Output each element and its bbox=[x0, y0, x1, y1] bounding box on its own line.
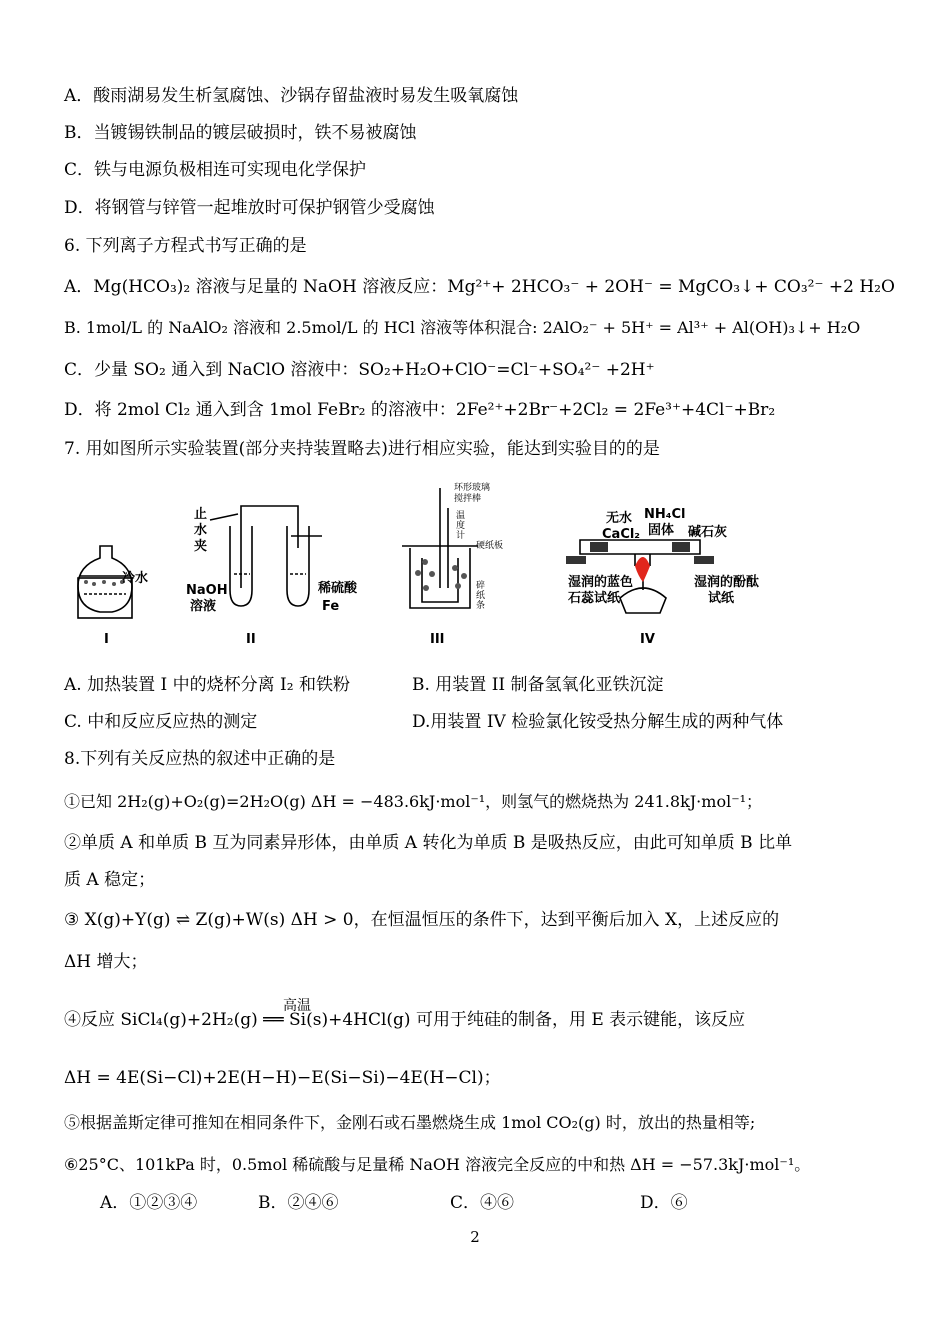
label-solid: 固体 bbox=[648, 523, 675, 538]
label-nh4cl: NH₄Cl bbox=[644, 507, 686, 522]
q8-item-2a: ②单质 A 和单质 B 互为同素异形体，由单质 A 转化为单质 B 是吸热反应，由此可知单质 B 比单 bbox=[64, 833, 793, 853]
label-blue-litmus-2: 石蕊试纸 bbox=[568, 591, 621, 606]
q7-option-b: B. 用装置 II 制备氢氧化亚铁沉淀 bbox=[412, 675, 664, 695]
label-cacl2: CaCl₂ bbox=[602, 527, 641, 542]
q7-option-d: D.用装置 IV 检验氯化铵受热分解生成的两种气体 bbox=[412, 712, 784, 732]
label-paper-2: 纸 bbox=[476, 591, 486, 601]
page-number: 2 bbox=[470, 1228, 480, 1246]
q8-option-a: A．①②③④ bbox=[100, 1193, 198, 1213]
label-cold-water: 冷水 bbox=[122, 571, 149, 586]
q7-option-a: A. 加热装置 I 中的烧杯分离 I₂ 和铁粉 bbox=[64, 675, 350, 695]
q5-option-a: A．酸雨湖易发生析氢腐蚀、沙锅存留盐液时易发生吸氧腐蚀 bbox=[64, 86, 519, 106]
label-solution: 溶液 bbox=[190, 599, 217, 614]
apparatus-II-number: II bbox=[246, 632, 256, 647]
apparatus-figure bbox=[60, 478, 820, 658]
q8-item-3b: ΔH 增大； bbox=[64, 952, 148, 972]
q8-option-d: D．⑥ bbox=[640, 1193, 688, 1213]
apparatus-IV-number: IV bbox=[640, 632, 655, 647]
label-clamp-3: 夹 bbox=[194, 539, 208, 554]
label-cardboard: 硬纸板 bbox=[476, 541, 504, 551]
q8-item-6: ⑥25°C、101kPa 时，0.5mol 稀硫酸与足量稀 NaOH 溶液完全反应的中和热 ΔH = −57.3kJ·mol⁻¹。 bbox=[64, 1155, 811, 1174]
label-anhydrous: 无水 bbox=[606, 511, 633, 526]
q7-stem: 7. 用如图所示实验装置(部分夹持装置略去)进行相应实验，能达到实验目的的是 bbox=[64, 439, 660, 459]
label-dilute-sulfuric: 稀硫酸 bbox=[318, 581, 358, 596]
apparatus-III-number: III bbox=[430, 632, 445, 647]
label-clamp-2: 水 bbox=[194, 523, 208, 538]
label-phenolphthalein-1: 湿润的酚酞 bbox=[694, 575, 760, 590]
q5-option-b: B．当镀锡铁制品的镀层破损时，铁不易被腐蚀 bbox=[64, 123, 417, 143]
label-stirrer-2: 搅拌棒 bbox=[454, 494, 482, 504]
q8-item-3a: ③ X(g)+Y(g) ⇌ Z(g)+W(s) ΔH > 0，在恒温恒压的条件下，达到平衡后加入 X，上述反应的 bbox=[64, 910, 780, 930]
q8-item-5: ⑤根据盖斯定律可推知在相同条件下，金刚石或石墨燃烧生成 1mol CO₂(g) 时，放出的热量相等; bbox=[64, 1113, 756, 1132]
q6-option-c: C．少量 SO₂ 通入到 NaClO 溶液中：SO₂+H₂O+ClO⁻=Cl⁻+SO₄²⁻ +2H⁺ bbox=[64, 360, 655, 380]
q8-option-b: B．②④⑥ bbox=[258, 1193, 339, 1213]
label-blue-litmus-1: 湿润的蓝色 bbox=[568, 575, 634, 590]
label-soda-lime: 碱石灰 bbox=[688, 525, 728, 540]
q8-condition-label: 高温 bbox=[283, 998, 311, 1014]
label-therm-3: 计 bbox=[456, 531, 466, 541]
q8-item-4b: ΔH = 4E(Si−Cl)+2E(H−H)−E(Si−Si)−4E(H−Cl)； bbox=[64, 1068, 501, 1088]
apparatus-I-number: I bbox=[104, 632, 109, 647]
q6-stem: 6. 下列离子方程式书写正确的是 bbox=[64, 236, 307, 256]
q6-option-a: A．Mg(HCO₃)₂ 溶液与足量的 NaOH 溶液反应：Mg²⁺+ 2HCO₃⁻ + 2OH⁻ = MgCO₃↓+ CO₃²⁻ +2 H₂O bbox=[64, 277, 895, 297]
label-naoh: NaOH bbox=[186, 583, 228, 598]
q6-option-b: B. 1mol/L 的 NaAlO₂ 溶液和 2.5mol/L 的 HCl 溶液等体积混合: 2AlO₂⁻ + 5H⁺ = Al³⁺ + Al(OH)₃↓+ H₂O bbox=[64, 318, 861, 337]
q6-option-d: D．将 2mol Cl₂ 通入到含 1mol FeBr₂ 的溶液中：2Fe²⁺+2Br⁻+2Cl₂ = 2Fe³⁺+4Cl⁻+Br₂ bbox=[64, 400, 776, 420]
label-paper-1: 碎 bbox=[476, 581, 486, 591]
label-therm-2: 度 bbox=[456, 521, 466, 531]
q5-option-c: C．铁与电源负极相连可实现电化学保护 bbox=[64, 160, 367, 180]
label-stirrer-1: 环形玻璃 bbox=[454, 483, 491, 493]
label-fe: Fe bbox=[322, 599, 340, 614]
q8-item-2b: 质 A 稳定； bbox=[64, 870, 156, 890]
q8-item-4a: ④反应 SiCl₄(g)+2H₂(g) ══ Si(s)+4HCl(g) 可用于纯硅的制备，用 E 表示键能，该反应 bbox=[64, 1010, 746, 1030]
q8-item-1: ①已知 2H₂(g)+O₂(g)=2H₂O(g) ΔH = −483.6kJ·mol⁻¹，则氢气的燃烧热为 241.8kJ·mol⁻¹； bbox=[64, 792, 763, 811]
q5-option-d: D．将钢管与锌管一起堆放时可保护钢管少受腐蚀 bbox=[64, 198, 435, 218]
q8-stem: 8.下列有关反应热的叙述中正确的是 bbox=[64, 749, 336, 769]
label-therm-1: 温 bbox=[456, 511, 466, 521]
label-paper-3: 条 bbox=[476, 601, 486, 611]
q7-option-c: C. 中和反应反应热的测定 bbox=[64, 712, 258, 732]
label-phenolphthalein-2: 试纸 bbox=[708, 591, 735, 606]
label-clamp-1: 止 bbox=[194, 507, 208, 522]
q8-option-c: C．④⑥ bbox=[450, 1193, 515, 1213]
